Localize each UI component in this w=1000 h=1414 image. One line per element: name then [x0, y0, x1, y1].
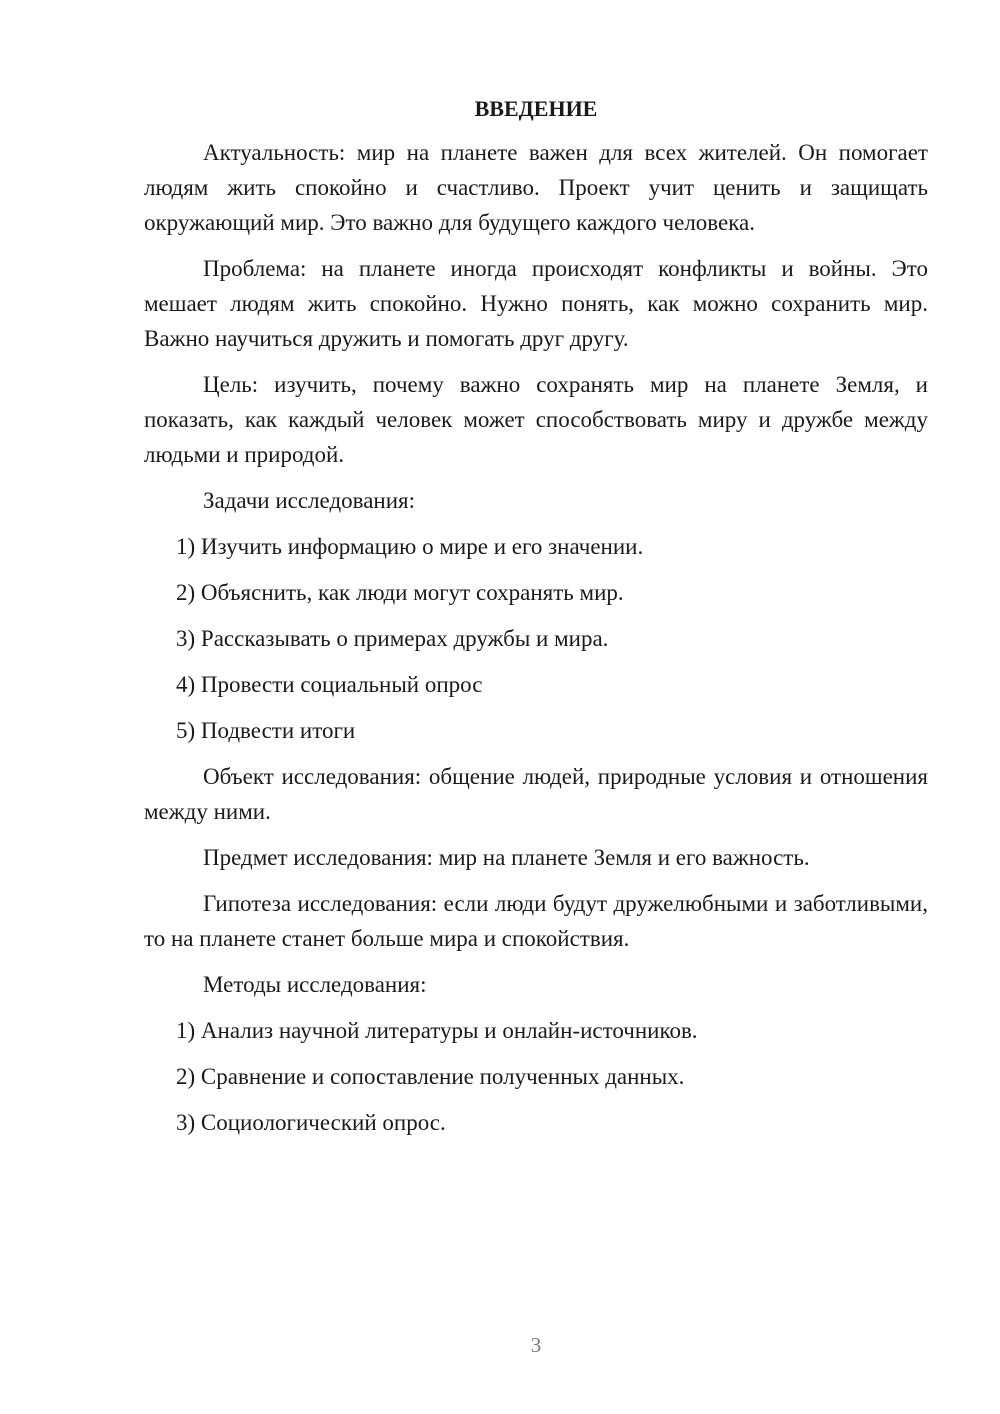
section-heading: ВВЕДЕНИЕ — [474, 96, 598, 121]
hypothesis-paragraph: Гипотеза исследования: если люди будут дружелюбными и заботливыми, то на планете станет больше мира и спокойствия. — [144, 891, 928, 951]
method-item: 3) Социологический опрос. — [176, 1110, 446, 1135]
method-item: 2) Сравнение и сопоставление полученных данных. — [176, 1064, 685, 1089]
page-number: 3 — [530, 1333, 542, 1357]
task-item: 1) Изучить информацию о мире и его значении. — [176, 534, 644, 559]
methods-title: Методы исследования: — [203, 972, 427, 997]
page-content — [144, 94, 928, 1151]
method-item: 1) Анализ научной литературы и онлайн-источников. — [176, 1018, 698, 1043]
tasks-title: Задачи исследования: — [203, 488, 416, 513]
object-paragraph: Объект исследования: общение людей, природные условия и отношения между ними. — [144, 764, 928, 824]
task-item: 4) Провести социальный опрос — [176, 672, 483, 697]
relevance-paragraph: Актуальность: мир на планете важен для всех жителей. Он помогает людям жить спокойно и счастливо. Проект учит ценить и защищать окружающий мир. Это важно для будущего каждого человека. — [144, 140, 928, 235]
task-item: 3) Рассказывать о примерах дружбы и мира. — [176, 626, 609, 651]
goal-paragraph: Цель: изучить, почему важно сохранять мир на планете Земля, и показать, как каждый человек может способствовать миру и дружбе между людьми и природой. — [144, 372, 928, 467]
task-item: 2) Объяснить, как люди могут сохранять мир. — [176, 580, 624, 605]
problem-paragraph: Проблема: на планете иногда происходят конфликты и войны. Это мешает людям жить спокойно. Нужно понять, как можно сохранить мир. Важно научиться дружить и помогать друг другу. — [144, 256, 928, 351]
subject-paragraph: Предмет исследования: мир на планете Земля и его важность. — [203, 845, 810, 870]
task-item: 5) Подвести итоги — [176, 718, 356, 743]
